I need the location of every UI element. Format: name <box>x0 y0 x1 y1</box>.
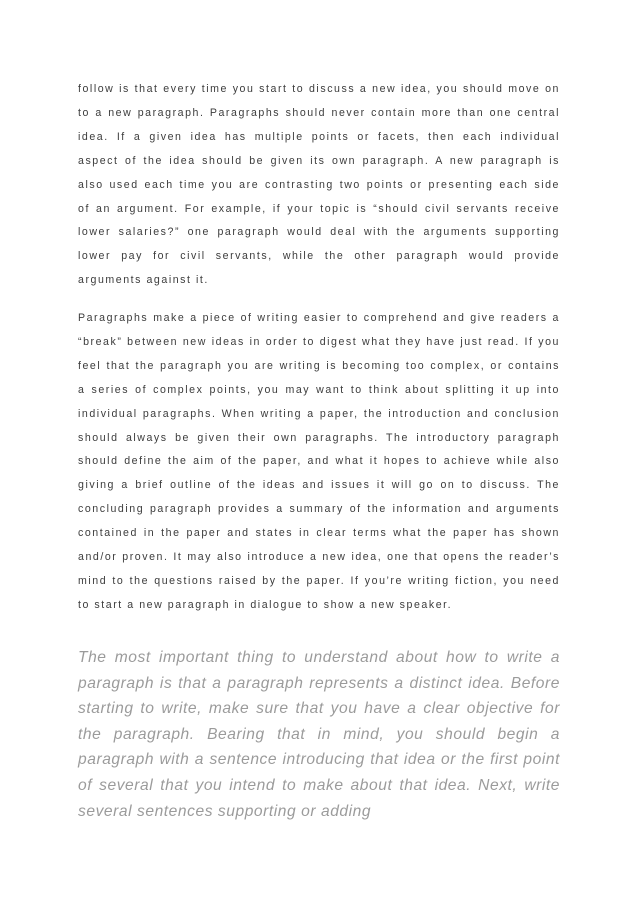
body-paragraph-1: follow is that every time you start to discuss a new idea, you should move on to a new paragraph. Paragraphs should never contain more than one central idea. If a given idea has multiple points or facets, then each individual aspect of the idea should be given its own paragraph. A new paragraph is also used each time you are contrasting two points or presenting each side of an argument. For example, if your topic is “should civil servants receive lower salaries?” one paragraph would deal with the arguments supporting lower pay for civil servants, while the other paragraph would provide arguments against it. <box>78 83 560 287</box>
pull-quote: The most important thing to understand about how to write a paragraph is that a paragraph represents a distinct idea. Before starting to write, make sure that you have a clear objective for the paragraph. Bearing that in mind, you should begin a paragraph with a sentence introducing that idea or the first point of several that you intend to make about that idea. Next, write several sentences supporting or adding <box>78 649 560 820</box>
body-paragraph-2: Paragraphs make a piece of writing easier to comprehend and give readers a “break” between new ideas in order to digest what they have just read. If you feel that the paragraph you are writing is becoming too complex, or contains a series of complex points, you may want to think about splitting it up into individual paragraphs. When writing a paper, the introduction and conclusion should always be given their own paragraphs. The introductory paragraph should define the aim of the paper, and what it hopes to achieve while also giving a brief outline of the ideas and issues it will go on to discuss. The concluding paragraph provides a summary of the information and arguments contained in the paper and states in clear terms what the paper has shown and/or proven. It may also introduce a new idea, one that opens the reader’s mind to the questions raised by the paper. If you’re writing fiction, you need to start a new paragraph in dialogue to show a new speaker. <box>78 312 560 611</box>
